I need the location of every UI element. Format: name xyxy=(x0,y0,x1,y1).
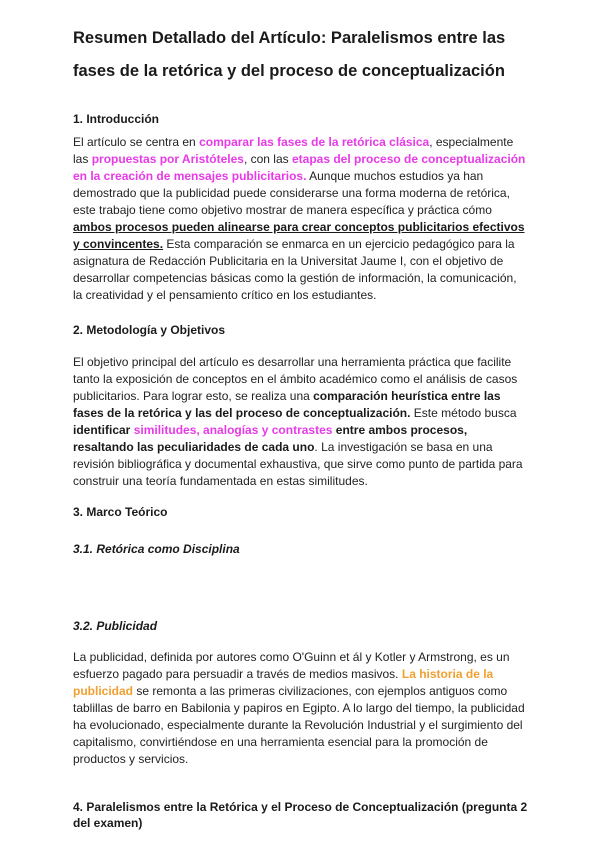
paragraph-metodologia xyxy=(73,354,528,490)
paragraph-publicidad xyxy=(73,649,528,768)
highlight-magenta: comparar las fases de la retórica clásica xyxy=(199,135,430,149)
text-run: La publicidad, definida por autores como O'Guinn et ál y Kotler y Armstrong, es un esfuerzo pagado para persuadir a través de medios masivos. xyxy=(73,650,510,681)
text-run: Aunque muchos estudios ya han demostrado que la publicidad puede considerarse una forma moderna de retórica, este trabajo tiene como objetivo mostrar de manera específica y práctica cómo xyxy=(73,169,510,217)
text-run: Este método busca xyxy=(410,406,517,420)
section-heading-introduccion: 1. Introducción xyxy=(73,112,160,126)
text-run: Esta comparación se enmarca en un ejercicio pedagógico para la asignatura de Redacción Publicitaria en la Universitat Jaume I, con el objetivo de desarrollar competencias básicas como la gestión de información, la comunicación, la creatividad y el pensamiento crítico en los estudiantes. xyxy=(73,237,517,302)
text-run: , con las xyxy=(243,152,292,166)
highlight-magenta: similitudes, analogías y contrastes xyxy=(133,423,333,437)
subsection-heading-retorica: 3.1. Retórica como Disciplina xyxy=(73,542,240,556)
text-run: . La investigación se basa en una revisión bibliográfica y documental exhaustiva, que sirve como punto de partida para construir una teoría fundamentada en estas similitudes. xyxy=(73,440,523,488)
text-run: ha evolucionado, especialmente durante la Revolución Industrial y el surgimiento del capitalismo, convirtiéndose en una herramienta esencial para la promoción de productos y servicios. xyxy=(73,718,523,766)
section-heading-metodologia: 2. Metodología y Objetivos xyxy=(73,323,226,337)
bold-text: comparación heurística entre las fases de la retórica y las del proceso de conceptualización. xyxy=(73,389,501,420)
section-heading-marco-teorico: 3. Marco Teórico xyxy=(73,505,168,519)
paragraph-introduccion xyxy=(73,134,528,304)
highlight-orange: La historia de la publicidad xyxy=(73,667,494,698)
page-title: Resumen Detallado del Artículo: Paralelismos entre las fases de la retórica y del proceso de conceptualización xyxy=(73,29,506,80)
bold-text: entre ambos procesos, resaltando las peculiaridades de cada uno xyxy=(73,423,468,454)
highlight-magenta: etapas del proceso de conceptualización en la creación de mensajes publicitarios. xyxy=(73,152,526,183)
underlined-bold-text: ambos procesos pueden alinearse para crear conceptos publicitarios efectivos y convincentes. xyxy=(73,220,525,251)
text-run: El objetivo principal del artículo es desarrollar una herramienta práctica que facilite tanto la exposición de conceptos en el ámbito académico como el análisis de casos publicitarios. Para lograr esto, se realiza una xyxy=(73,355,518,403)
subsection-heading-publicidad: 3.2. Publicidad xyxy=(73,619,158,633)
bold-text: identificar xyxy=(73,423,131,437)
highlight-magenta: propuestas por Aristóteles xyxy=(91,152,244,166)
text-run: se remonta a las primeras civilizaciones, con ejemplos antiguos como tablillas de barro en Babilonia y papiros en Egipto. A lo largo del tiempo, la publicidad xyxy=(73,684,525,715)
text-run: El artículo se centra en xyxy=(73,135,200,149)
section-heading-paralelismos: 4. Paralelismos entre la Retórica y el Proceso de Conceptualización (pregunta 2 del examen) xyxy=(73,800,528,830)
text-run: , especialmente las xyxy=(73,135,514,166)
